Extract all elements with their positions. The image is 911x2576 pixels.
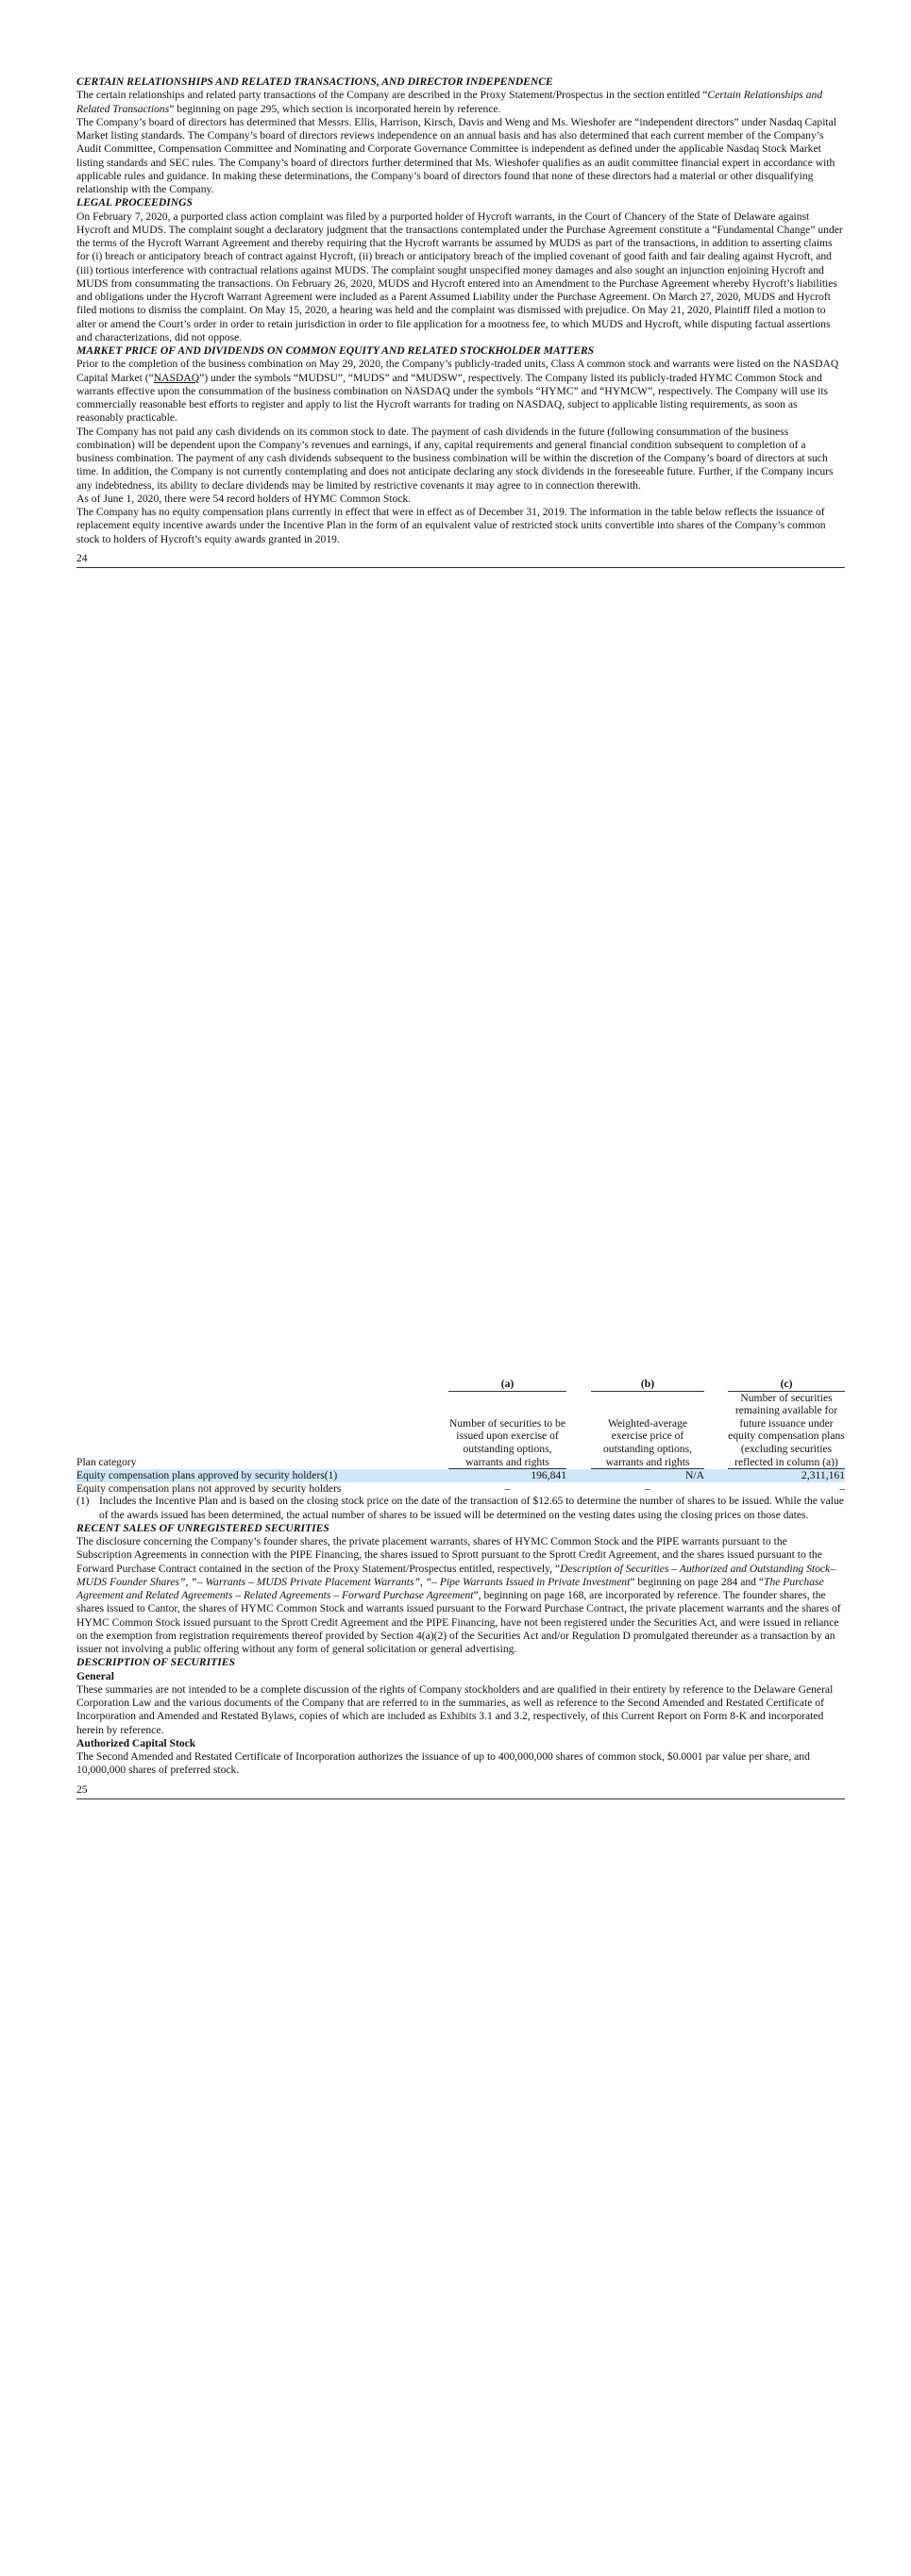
cell-b: – [645,1481,650,1495]
column-b-header: Weighted-average exercise price of outstanding options, warrants and rights [591,1391,704,1469]
page-divider [76,1798,845,1799]
italic-reference: The Purchase Agreement and Related Agreements – Related Agreements – Forward Purchase Agreement [76,1575,824,1602]
section-heading-related-transactions: CERTAIN RELATIONSHIPS AND RELATED TRANSACTIONS, AND DIRECTOR INDEPENDENCE [76,75,553,88]
cell-a: – [504,1481,511,1495]
table-header-descriptions [76,1391,845,1469]
footnote-text: Includes the Incentive Plan and is based on the closing stock price on the date of the transaction of $12.65 to determine the number of shares to be issued. While the value of the awards issued has been determined, the actual number of shares to be issued will be determined on the vesting dates using the closing prices on those dates. [99,1495,844,1521]
row-label: Equity compensation plans approved by security holders(1) [76,1469,448,1482]
page-number: 25 [76,1782,88,1796]
page-divider [76,567,845,568]
page-number: 24 [76,551,88,564]
text-run: Prior to the completion of the business combination on May 29, 2020, the Company’s publicly-traded units, Class A common stock and warrants were listed on the NASDAQ Capital Market (“ [76,358,839,384]
paragraph-dividends: The Company has not paid any cash dividends on its common stock to date. The payment of cash dividends in the future (following consummation of the business combination) will be dependent upon the Company’s revenues and earnings, if any, capital requirements and general financial condition subsequent to completion of a business combination. The payment of any cash dividends subsequent to the business combination will be within the discretion of the Company’s board of directors at such time. In addition, the Company is not currently contemplating and does not anticipate declaring any stock dividends in the foreseeable future. Further, if the Company incurs any indebtedness, its ability to declare dividends may be limited by restrictive covenants it may agree to in connection therewith. [76,425,834,492]
paragraph-authorized-capital: The Second Amended and Restated Certificate of Incorporation authorizes the issuance of up to 400,000,000 shares of common stock, $0.0001 par value per share, and 10,000,000 shares of preferred stock. [76,1750,810,1777]
column-c-letter: (c) [728,1378,845,1391]
cell-b: N/A [591,1469,704,1482]
column-a-letter: (a) [448,1378,566,1391]
cell-a: 196,841 [448,1469,566,1482]
footnote-marker: (1) [76,1495,90,1508]
column-c-header: Number of securities remaining available for future issuance under equity compensation plans (excluding securities reflected in column (a)) [728,1391,845,1468]
plan-category-header: Plan category [76,1456,137,1469]
subheading-authorized-capital-stock: Authorized Capital Stock [76,1736,196,1749]
column-b-letter: (b) [591,1378,704,1391]
paragraph-record-holders: As of June 1, 2020, there were 54 record holders of HYMC Common Stock. [76,492,412,505]
paragraph-unregistered-securities [76,1535,845,1656]
page-24 [76,75,845,568]
cell-c: – [839,1481,845,1495]
nasdaq-link[interactable]: NASDAQ [153,371,200,384]
paragraph [76,89,845,116]
page-25 [76,1378,845,1799]
paragraph-general: These summaries are not intended to be a complete discussion of the rights of Company stockholders and are qualified in their entirety by reference to the Delaware General Corporation Law and the various documents of the Company that are referred to in the summaries, as well as reference to the Second Amended and Restated Certificate of Incorporation and Amended and Restated Bylaws, copies of which are included as Exhibits 3.1 and 3.2, respectively, of this Current Report on Form 8-K and incorporated herein by reference. [76,1682,834,1736]
table-row [76,1469,845,1482]
italic-reference: Description of Securities – Authorized and Outstanding Stock– MUDS Founder Shares”, “– Warrants – MUDS Private Placement Warrants”, “– Pipe Warrants Issued in Private Investment [76,1562,835,1588]
section-heading-unregistered-securities: RECENT SALES OF UNREGISTERED SECURITIES [76,1521,329,1534]
section-heading-description-of-securities: DESCRIPTION OF SECURITIES [76,1656,235,1669]
table-header-letters [76,1378,845,1391]
section-heading-market-price: MARKET PRICE OF AND DIVIDENDS ON COMMON EQUITY AND RELATED STOCKHOLDER MATTERS [76,344,595,357]
table-footnote [76,1495,845,1522]
table-row [76,1482,845,1496]
equity-compensation-table [76,1378,845,1495]
text-run: ”, beginning on page 168, are incorporated by reference. The founder shares, the shares issued to Cantor, the shares of HYMC Common Stock and warrants issued pursuant to the Forward Purchase Contract, the private placement warrants and the shares of HYMC Common Stock issued pursuant to the Sprott Credit Agreement and the PIPE Financing, have not been registered under the Securities Act, and were issued in reliance on the exemption from registration requirements thereof provided by Section 4(a)(2) of the Securities Act and/or Regulation D promulgated thereunder as a transaction by an issuer not involving a public offering without any form of general solicitation or general advertising. [76,1589,841,1656]
row-label: Equity compensation plans not approved by security holders [76,1481,342,1495]
text-run: The certain relationships and related party transactions of the Company are described in the Proxy Statement/Prospectus in the section entitled “ [76,89,708,102]
subheading-general: General [76,1669,114,1682]
cell-c: 2,311,161 [728,1469,845,1482]
text-run: The disclosure concerning the Company’s founder shares, the private placement warrants, shares of HYMC Common Stock and the PIPE warrants pursuant to the Subscription Agreements in connection with the PIPE Financing, the shares issued to Sprott pursuant to the Sprott Credit Agreement, and the shares issued pursuant to the Forward Purchase Contract contained in the section of the Proxy Statement/Prospectus entitled, respectively, “ [76,1535,822,1575]
section-heading-legal-proceedings: LEGAL PROCEEDINGS [76,196,193,209]
paragraph-director-independence: The Company’s board of directors has determined that Messrs. Ellis, Harrison, Kirsch, Davis and Weng and Ms. Wieshofer are “independent directors” under Nasdaq Capital Market listing standards. The Company’s board of directors reviews independence on an annual basis and has also determined that each current member of the Company’s Audit Committee, Compensation Committee and Nominating and Corporate Governance Committee is independent as defined under the applicable Nasdaq Stock Market listing standards and SEC rules. The Company’s board of directors further determined that Ms. Wieshofer qualifies as an audit committee financial expert in accordance with applicable rules and guidance. In making these determinations, the Company’s board of directors found that none of these directors had a material or other disqualifying relationship with the Company. [76,115,837,195]
italic-reference: Certain Relationships and Related Transactions [76,89,823,115]
paragraph-listing [76,358,845,425]
text-run: ” beginning on page 295, which section is incorporated herein by reference. [169,102,501,115]
text-run: ” beginning on page 284 and “ [630,1575,764,1588]
text-run: ”) under the symbols “MUDSU”, “MUDS” and “MUDSW”, respectively. The Company listed its publicly-traded HYMC Common Stock and warrants effective upon the consummation of the business combination on NASDAQ under the symbols “HYMC” and “HYMCW”, respectively. The Company will use its commercially reasonable best efforts to register and apply to list the Hycroft warrants for trading on NASDAQ, subject to applicable listing requirements, as soon as reasonably practicable. [76,371,829,425]
paragraph-legal-proceedings: On February 7, 2020, a purported class action complaint was filed by a purported holder of Hycroft warrants, in the Court of Chancery of the State of Delaware against Hycroft and MUDS. The complaint sought a declaratory judgment that the transactions contemplated under the Purchase Agreement constitute a “Fundamental Change” under the terms of the Hycroft Warrant Agreement and thereby requiring that the Hycroft warrants be assumed by MUDS as part of the transactions, in addition to asserting claims for (i) breach or anticipatory breach of contract against Hycroft, (ii) breach or anticipatory breach of the implied covenant of good faith and fair dealing against Hycroft, and (iii) tortious interference with contractual relations against MUDS. The complaint sought unspecified money damages and also sought an injunction enjoining Hycroft and MUDS from consummating the transactions. On February 26, 2020, MUDS and Hycroft entered into an Amendment to the Purchase Agreement whereby Hycroft’s liabilities and obligations under the Hycroft Warrant Agreement were included as a Parent Assumed Liability under the Purchase Agreement. On March 27, 2020, MUDS and Hycroft filed motions to dismiss the complaint. On May 15, 2020, a hearing was held and the complaint was dismissed with prejudice. On May 21, 2020, Plaintiff filed a motion to alter or amend the Court’s order in order to retain jurisdiction in order to file application for a mootness fee, to which MUDS and Hycroft, while disputing factual assertions and characterizations, did not oppose. [76,209,843,343]
paragraph-equity-plans: The Company has no equity compensation plans currently in effect that were in effect as of December 31, 2019. The information in the table below reflects the issuance of replacement equity incentive awards under the Incentive Plan in the form of an equivalent value of restricted stock units convertible into shares of the Company’s common stock to holders of Hycroft’s equity awards granted in 2019. [76,506,826,545]
column-a-header: Number of securities to be issued upon exercise of outstanding options, warrants and rights [448,1391,566,1469]
